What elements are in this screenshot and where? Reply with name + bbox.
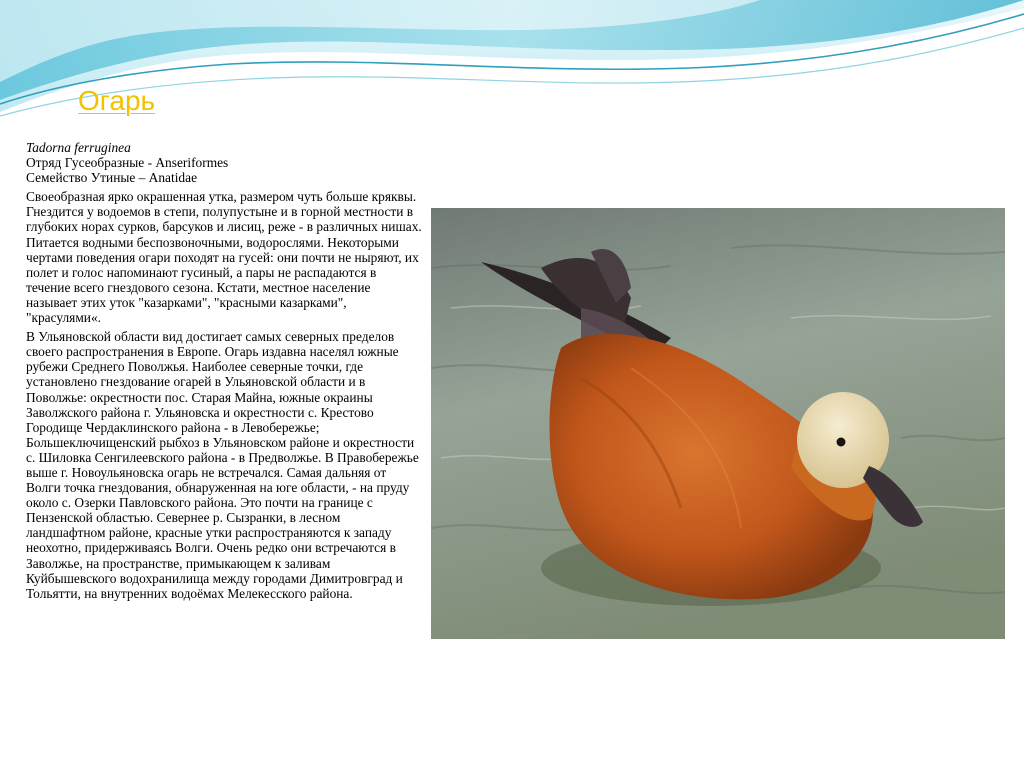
family-line: Семейство Утиные – Anatidae [26,170,198,186]
slide-title[interactable]: Огарь [78,85,156,116]
order-line: Отряд Гусеобразные - Anseriformes [26,155,229,171]
description-paragraph-1: Своеобразная ярко окрашенная утка, размером чуть больше кряквы. Гнездится у водоемов в степи, полупустыне и в горной местности в глубоких норах сурков, барсуков и лисиц, реже - в различных нишах. Питается водными беспозвоночными, водорослями. Некоторыми чертами поведения огари походят на гусей: они почти не ныряют, их полет и голос напоминают гусиный, а пары не распадаются в течение всего гнездового сезона. Кстати, местное население называет этих уток "казарками", "красными казарками", "красулями«. [26,189,422,326]
ruddy-shelduck-photo [431,208,1005,639]
header-wave-decoration [0,0,1024,140]
description-paragraph-2: В Ульяновской области вид достигает самых северных пределов своего распространения в Европе. Огарь издавна населял южные рубежи Среднего Поволжья. Наиболее северные точки, где установлено гнездование огарей в Ульяновской области и в Поволжье: окрестности пос. Старая Майна, южные окраины Заволжского района г. Ульяновска и окрестности с. Крестово Городище Чердаклинского района - в Левобережье; Большеключищенский рыбхоз в Ульяновском районе и окрестности с. Шиловка Сенгилеевского района - в Предволжье. В Правобережье выше г. Новоульяновска огарь не встречался. Самая дальняя от Волги точка гнездования, обнаруженная на юге области, - на пруду около с. Озерки Павловского района. Это почти на границе с Пензенской областью. Севернее р. Сызранки, в лесном ландшафтном районе, красные утки распространяются к западу неохотно, придерживаясь Волги. Очень редко они встречаются в Заволжье, на пространстве, примыкающем к заливам Куйбышевского водохранилища между городами Димитровград и Тольятти, на внутренних водоёмах Мелекесского района. [26,329,419,601]
species-description [26,140,422,601]
latin-name: Tadorna ferruginea [26,140,131,155]
